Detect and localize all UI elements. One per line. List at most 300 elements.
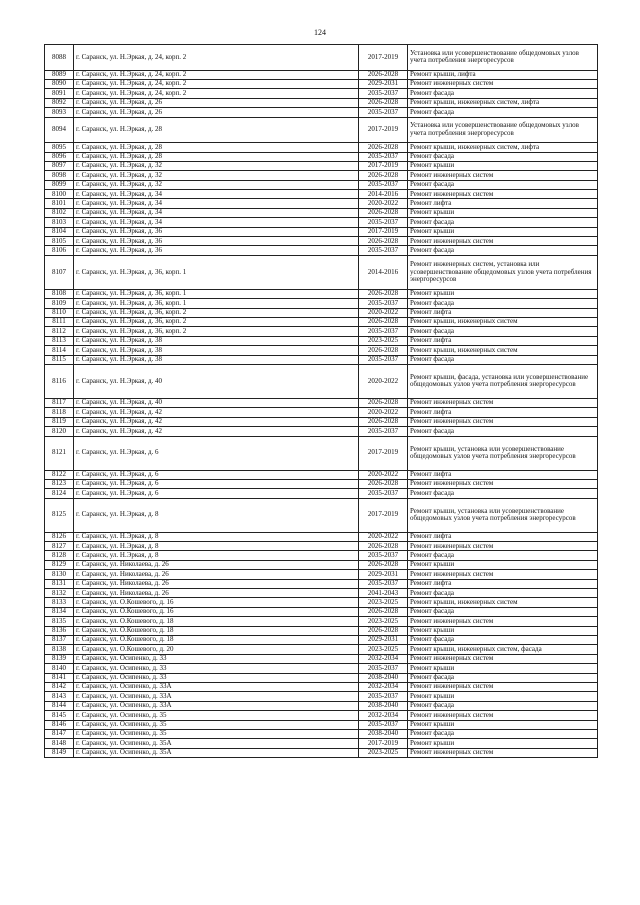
row-work-type: Ремонт фасада	[408, 551, 598, 560]
row-period: 2017-2019	[359, 436, 408, 470]
row-address: г. Саранск, ул. О.Кошевого, д. 18	[74, 635, 359, 644]
row-work-type: Ремонт крыши	[408, 692, 598, 701]
row-address: г. Саранск, ул. Н.Эркая, д. 36, корп. 2	[74, 318, 359, 327]
row-address: г. Саранск, ул. Н.Эркая, д. 32	[74, 171, 359, 180]
row-period: 2029-2031	[359, 79, 408, 88]
row-address: г. Саранск, ул. Н.Эркая, д. 42	[74, 417, 359, 426]
row-address: г. Саранск, ул. Осипенко, д. 33А	[74, 692, 359, 701]
row-period: 2032-2034	[359, 654, 408, 663]
row-work-type: Ремонт крыши	[408, 560, 598, 569]
table-row	[45, 289, 598, 298]
row-work-type: Ремонт фасада	[408, 299, 598, 308]
row-period: 2026-2028	[359, 318, 408, 327]
table-row	[45, 654, 598, 663]
row-address: г. Саранск, ул. Н.Эркая, д. 24, корп. 2	[74, 79, 359, 88]
row-period: 2035-2037	[359, 355, 408, 364]
row-address: г. Саранск, ул. Н.Эркая, д. 6	[74, 479, 359, 488]
row-period: 2032-2034	[359, 682, 408, 691]
table-row	[45, 227, 598, 236]
table-row	[45, 327, 598, 336]
row-address: г. Саранск, ул. Н.Эркая, д. 36, корп. 1	[74, 299, 359, 308]
row-address: г. Саранск, ул. Н.Эркая, д. 8	[74, 498, 359, 532]
row-work-type: Ремонт фасада	[408, 180, 598, 189]
row-period: 2017-2019	[359, 227, 408, 236]
table-row	[45, 417, 598, 426]
row-address: г. Саранск, ул. Н.Эркая, д. 38	[74, 346, 359, 355]
table-row	[45, 364, 598, 398]
row-number: 8115	[45, 355, 74, 364]
row-period: 2017-2019	[359, 117, 408, 143]
table-row	[45, 645, 598, 654]
row-period: 2026-2028	[359, 208, 408, 217]
row-address: г. Саранск, ул. Н.Эркая, д. 38	[74, 355, 359, 364]
row-work-type: Ремонт инженерных систем	[408, 542, 598, 551]
row-work-type: Ремонт инженерных систем	[408, 711, 598, 720]
table-row	[45, 570, 598, 579]
row-number: 8107	[45, 255, 74, 289]
row-work-type: Ремонт лифта	[408, 470, 598, 479]
row-number: 8129	[45, 560, 74, 569]
row-work-type: Ремонт крыши, инженерных систем, лифта	[408, 143, 598, 152]
row-period: 2026-2028	[359, 171, 408, 180]
row-work-type: Ремонт крыши	[408, 161, 598, 170]
row-number: 8120	[45, 427, 74, 436]
row-number: 8101	[45, 199, 74, 208]
row-period: 2035-2037	[359, 489, 408, 498]
row-address: г. Саранск, ул. Н.Эркая, д. 34	[74, 190, 359, 199]
row-address: г. Саранск, ул. Н.Эркая, д. 40	[74, 364, 359, 398]
table-row	[45, 673, 598, 682]
row-number: 8110	[45, 308, 74, 317]
row-period: 2020-2022	[359, 408, 408, 417]
row-period: 2026-2028	[359, 237, 408, 246]
table-row	[45, 579, 598, 588]
row-number: 8099	[45, 180, 74, 189]
row-period: 2026-2028	[359, 417, 408, 426]
row-work-type: Ремонт инженерных систем	[408, 398, 598, 407]
row-number: 8093	[45, 108, 74, 117]
row-number: 8148	[45, 739, 74, 748]
row-work-type: Ремонт лифта	[408, 336, 598, 345]
row-period: 2017-2019	[359, 739, 408, 748]
row-number: 8088	[45, 45, 74, 71]
row-address: г. Саранск, ул. Николаева, д. 26	[74, 570, 359, 579]
row-work-type: Ремонт фасада	[408, 729, 598, 738]
row-address: г. Саранск, ул. Н.Эркая, д. 8	[74, 532, 359, 541]
row-address: г. Саранск, ул. Н.Эркая, д. 28	[74, 143, 359, 152]
table-row	[45, 748, 598, 757]
row-address: г. Саранск, ул. Николаева, д. 26	[74, 560, 359, 569]
row-number: 8126	[45, 532, 74, 541]
row-number: 8136	[45, 626, 74, 635]
row-period: 2029-2031	[359, 635, 408, 644]
row-number: 8122	[45, 470, 74, 479]
row-period: 2038-2040	[359, 701, 408, 710]
row-work-type: Ремонт крыши	[408, 626, 598, 635]
table-row	[45, 701, 598, 710]
row-period: 2035-2037	[359, 299, 408, 308]
row-address: г. Саранск, ул. О.Кошевого, д. 18	[74, 617, 359, 626]
row-period: 2020-2022	[359, 470, 408, 479]
row-address: г. Саранск, ул. Н.Эркая, д. 36, корп. 2	[74, 327, 359, 336]
table-row	[45, 255, 598, 289]
row-period: 2020-2022	[359, 364, 408, 398]
row-number: 8138	[45, 645, 74, 654]
table-row	[45, 70, 598, 79]
row-address: г. Саранск, ул. Осипенко, д. 33А	[74, 682, 359, 691]
row-work-type: Ремонт инженерных систем	[408, 617, 598, 626]
row-address: г. Саранск, ул. Осипенко, д. 33А	[74, 701, 359, 710]
row-period: 2023-2025	[359, 748, 408, 757]
row-period: 2026-2028	[359, 560, 408, 569]
table-row	[45, 161, 598, 170]
row-address: г. Саранск, ул. Н.Эркая, д. 26	[74, 108, 359, 117]
row-period: 2026-2028	[359, 289, 408, 298]
row-number: 8143	[45, 692, 74, 701]
row-address: г. Саранск, ул. Н.Эркая, д. 42	[74, 408, 359, 417]
row-address: г. Саранск, ул. Осипенко, д. 33	[74, 664, 359, 673]
row-period: 2035-2037	[359, 692, 408, 701]
table-row	[45, 542, 598, 551]
row-number: 8090	[45, 79, 74, 88]
row-period: 2020-2022	[359, 532, 408, 541]
table-row	[45, 408, 598, 417]
table-row	[45, 470, 598, 479]
row-work-type: Ремонт крыши, лифта	[408, 70, 598, 79]
row-number: 8128	[45, 551, 74, 560]
row-number: 8119	[45, 417, 74, 426]
table-row	[45, 346, 598, 355]
row-work-type: Ремонт инженерных систем	[408, 190, 598, 199]
row-number: 8125	[45, 498, 74, 532]
row-address: г. Саранск, ул. Н.Эркая, д. 40	[74, 398, 359, 407]
row-address: г. Саранск, ул. Осипенко, д. 33	[74, 654, 359, 663]
table-row	[45, 218, 598, 227]
row-work-type: Ремонт фасада	[408, 246, 598, 255]
row-work-type: Ремонт лифта	[408, 532, 598, 541]
row-work-type: Ремонт фасада	[408, 89, 598, 98]
row-number: 8092	[45, 98, 74, 107]
row-period: 2035-2037	[359, 218, 408, 227]
table-row	[45, 626, 598, 635]
row-work-type: Ремонт лифта	[408, 579, 598, 588]
row-number: 8116	[45, 364, 74, 398]
table-row	[45, 89, 598, 98]
row-period: 2014-2016	[359, 190, 408, 199]
row-number: 8095	[45, 143, 74, 152]
row-number: 8103	[45, 218, 74, 227]
row-work-type: Ремонт фасада	[408, 589, 598, 598]
row-number: 8096	[45, 152, 74, 161]
row-address: г. Саранск, ул. О.Кошевого, д. 16	[74, 607, 359, 616]
table-row	[45, 664, 598, 673]
row-work-type: Ремонт крыши	[408, 720, 598, 729]
row-address: г. Саранск, ул. Н.Эркая, д. 24, корп. 2	[74, 70, 359, 79]
row-address: г. Саранск, ул. Н.Эркая, д. 38	[74, 336, 359, 345]
row-period: 2026-2028	[359, 607, 408, 616]
table-row	[45, 739, 598, 748]
row-number: 8146	[45, 720, 74, 729]
row-period: 2017-2019	[359, 161, 408, 170]
row-period: 2026-2028	[359, 626, 408, 635]
row-period: 2026-2028	[359, 70, 408, 79]
table-row	[45, 190, 598, 199]
table-row	[45, 589, 598, 598]
row-work-type: Ремонт крыши	[408, 208, 598, 217]
row-work-type: Ремонт крыши, инженерных систем	[408, 318, 598, 327]
table-row	[45, 143, 598, 152]
row-number: 8124	[45, 489, 74, 498]
row-number: 8139	[45, 654, 74, 663]
row-work-type: Ремонт инженерных систем	[408, 171, 598, 180]
row-address: г. Саранск, ул. Н.Эркая, д. 32	[74, 161, 359, 170]
row-number: 8104	[45, 227, 74, 236]
row-number: 8137	[45, 635, 74, 644]
row-work-type: Ремонт крыши, установка или усовершенствование общедомовых узлов учета потребления энергоресурсов	[408, 498, 598, 532]
row-address: г. Саранск, ул. Н.Эркая, д. 36	[74, 237, 359, 246]
row-work-type: Ремонт фасада	[408, 427, 598, 436]
row-address: г. Саранск, ул. О.Кошевого, д. 20	[74, 645, 359, 654]
row-address: г. Саранск, ул. Осипенко, д. 35	[74, 711, 359, 720]
row-work-type: Ремонт крыши, инженерных систем, фасада	[408, 645, 598, 654]
row-period: 2035-2037	[359, 579, 408, 588]
row-work-type: Установка или усовершенствование общедомовых узлов учета потребления энергоресурсов	[408, 117, 598, 143]
table-row	[45, 489, 598, 498]
row-number: 8111	[45, 318, 74, 327]
row-number: 8118	[45, 408, 74, 417]
row-work-type: Ремонт крыши, инженерных систем	[408, 346, 598, 355]
row-number: 8114	[45, 346, 74, 355]
table-row	[45, 532, 598, 541]
table-row	[45, 246, 598, 255]
row-number: 8135	[45, 617, 74, 626]
row-number: 8127	[45, 542, 74, 551]
row-work-type: Ремонт инженерных систем	[408, 79, 598, 88]
table-row	[45, 108, 598, 117]
row-work-type: Ремонт инженерных систем	[408, 417, 598, 426]
row-work-type: Ремонт инженерных систем	[408, 654, 598, 663]
row-address: г. Саранск, ул. Николаева, д. 26	[74, 589, 359, 598]
row-address: г. Саранск, ул. Н.Эркая, д. 6	[74, 436, 359, 470]
row-period: 2026-2028	[359, 479, 408, 488]
row-number: 8134	[45, 607, 74, 616]
row-work-type: Ремонт инженерных систем	[408, 479, 598, 488]
row-period: 2023-2025	[359, 617, 408, 626]
table-row	[45, 598, 598, 607]
row-number: 8108	[45, 289, 74, 298]
row-address: г. Саранск, ул. Н.Эркая, д. 28	[74, 117, 359, 143]
table-row	[45, 617, 598, 626]
row-address: г. Саранск, ул. Н.Эркая, д. 36, корп. 2	[74, 308, 359, 317]
row-work-type: Ремонт лифта	[408, 408, 598, 417]
row-address: г. Саранск, ул. Николаева, д. 26	[74, 579, 359, 588]
table-row	[45, 729, 598, 738]
page-number: 124	[314, 28, 326, 37]
row-work-type: Ремонт фасада	[408, 673, 598, 682]
row-address: г. Саранск, ул. Н.Эркая, д. 36, корп. 1	[74, 289, 359, 298]
row-period: 2020-2022	[359, 199, 408, 208]
row-work-type: Ремонт фасада	[408, 327, 598, 336]
row-work-type: Ремонт инженерных систем, установка или усовершенствование общедомовых узлов учета потребления энергоресурсов	[408, 255, 598, 289]
row-number: 8132	[45, 589, 74, 598]
row-period: 2035-2037	[359, 180, 408, 189]
table-row	[45, 560, 598, 569]
row-work-type: Ремонт фасада	[408, 218, 598, 227]
row-address: г. Саранск, ул. Н.Эркая, д. 36, корп. 1	[74, 255, 359, 289]
row-number: 8102	[45, 208, 74, 217]
table-row	[45, 355, 598, 364]
row-period: 2035-2037	[359, 327, 408, 336]
row-number: 8112	[45, 327, 74, 336]
row-number: 8149	[45, 748, 74, 757]
row-work-type: Ремонт инженерных систем	[408, 237, 598, 246]
row-work-type: Ремонт крыши	[408, 289, 598, 298]
row-period: 2014-2016	[359, 255, 408, 289]
row-address: г. Саранск, ул. Н.Эркая, д. 36	[74, 246, 359, 255]
row-number: 8094	[45, 117, 74, 143]
table-row	[45, 299, 598, 308]
row-address: г. Саранск, ул. Н.Эркая, д. 24, корп. 2	[74, 89, 359, 98]
row-address: г. Саранск, ул. Н.Эркая, д. 6	[74, 489, 359, 498]
row-period: 2026-2028	[359, 143, 408, 152]
row-period: 2029-2031	[359, 570, 408, 579]
table-row	[45, 635, 598, 644]
table-row	[45, 208, 598, 217]
row-number: 8109	[45, 299, 74, 308]
row-period: 2035-2037	[359, 89, 408, 98]
row-address: г. Саранск, ул. Н.Эркая, д. 24, корп. 2	[74, 45, 359, 71]
table-row	[45, 682, 598, 691]
row-period: 2026-2028	[359, 542, 408, 551]
row-work-type: Ремонт лифта	[408, 308, 598, 317]
table-row	[45, 318, 598, 327]
row-work-type: Ремонт крыши	[408, 664, 598, 673]
row-period: 2026-2028	[359, 98, 408, 107]
row-work-type: Ремонт фасада	[408, 355, 598, 364]
row-work-type: Ремонт лифта	[408, 199, 598, 208]
row-number: 8106	[45, 246, 74, 255]
row-address: г. Саранск, ул. Н.Эркая, д. 34	[74, 208, 359, 217]
row-address: г. Саранск, ул. Осипенко, д. 33	[74, 673, 359, 682]
row-address: г. Саранск, ул. О.Кошевого, д. 18	[74, 626, 359, 635]
table-row	[45, 237, 598, 246]
row-number: 8097	[45, 161, 74, 170]
row-period: 2035-2037	[359, 427, 408, 436]
row-work-type: Ремонт инженерных систем	[408, 682, 598, 691]
table-row	[45, 436, 598, 470]
row-number: 8117	[45, 398, 74, 407]
row-period: 2032-2034	[359, 711, 408, 720]
row-address: г. Саранск, ул. Осипенко, д. 35А	[74, 748, 359, 757]
row-period: 2026-2028	[359, 398, 408, 407]
row-number: 8121	[45, 436, 74, 470]
row-address: г. Саранск, ул. Н.Эркая, д. 32	[74, 180, 359, 189]
row-period: 2035-2037	[359, 152, 408, 161]
row-work-type: Ремонт фасада	[408, 108, 598, 117]
row-period: 2041-2043	[359, 589, 408, 598]
row-address: г. Саранск, ул. Н.Эркая, д. 36	[74, 227, 359, 236]
row-number: 8145	[45, 711, 74, 720]
row-number: 8123	[45, 479, 74, 488]
table-body	[45, 45, 598, 758]
table-row	[45, 398, 598, 407]
row-period: 2038-2040	[359, 729, 408, 738]
row-period: 2035-2037	[359, 664, 408, 673]
row-period: 2035-2037	[359, 720, 408, 729]
table-row	[45, 692, 598, 701]
row-address: г. Саранск, ул. Осипенко, д. 35	[74, 729, 359, 738]
row-period: 2020-2022	[359, 308, 408, 317]
row-address: г. Саранск, ул. Н.Эркая, д. 42	[74, 427, 359, 436]
row-number: 8091	[45, 89, 74, 98]
table-row	[45, 720, 598, 729]
row-number: 8140	[45, 664, 74, 673]
row-address: г. Саранск, ул. Н.Эркая, д. 8	[74, 542, 359, 551]
row-period: 2035-2037	[359, 551, 408, 560]
row-number: 8142	[45, 682, 74, 691]
table-row	[45, 45, 598, 71]
row-address: г. Саранск, ул. Осипенко, д. 35	[74, 720, 359, 729]
row-work-type: Ремонт фасада	[408, 701, 598, 710]
row-number: 8144	[45, 701, 74, 710]
row-number: 8098	[45, 171, 74, 180]
row-period: 2035-2037	[359, 246, 408, 255]
row-period: 2017-2019	[359, 498, 408, 532]
row-work-type: Ремонт фасада	[408, 607, 598, 616]
row-period: 2017-2019	[359, 45, 408, 71]
row-address: г. Саранск, ул. Н.Эркая, д. 26	[74, 98, 359, 107]
table-row	[45, 199, 598, 208]
row-work-type: Ремонт крыши, инженерных систем, лифта	[408, 98, 598, 107]
table-row	[45, 479, 598, 488]
row-work-type: Установка или усовершенствование общедомовых узлов учета потребления энергоресурсов	[408, 45, 598, 71]
table-row	[45, 152, 598, 161]
row-work-type: Ремонт фасада	[408, 152, 598, 161]
row-address: г. Саранск, ул. Н.Эркая, д. 6	[74, 470, 359, 479]
row-work-type: Ремонт инженерных систем	[408, 570, 598, 579]
row-work-type: Ремонт фасада	[408, 635, 598, 644]
row-period: 2038-2040	[359, 673, 408, 682]
row-number: 8100	[45, 190, 74, 199]
row-number: 8131	[45, 579, 74, 588]
row-number: 8105	[45, 237, 74, 246]
row-work-type: Ремонт крыши	[408, 739, 598, 748]
table-row	[45, 336, 598, 345]
row-number: 8133	[45, 598, 74, 607]
table-row	[45, 498, 598, 532]
row-number: 8113	[45, 336, 74, 345]
row-period: 2023-2025	[359, 598, 408, 607]
table-row	[45, 180, 598, 189]
table-row	[45, 427, 598, 436]
row-work-type: Ремонт фасада	[408, 489, 598, 498]
row-work-type: Ремонт крыши, установка или усовершенствование общедомовых узлов учета потребления энергоресурсов	[408, 436, 598, 470]
table-row	[45, 171, 598, 180]
table-row	[45, 308, 598, 317]
row-number: 8141	[45, 673, 74, 682]
row-address: г. Саранск, ул. О.Кошевого, д. 16	[74, 598, 359, 607]
row-period: 2023-2025	[359, 645, 408, 654]
row-period: 2026-2028	[359, 346, 408, 355]
table-row	[45, 711, 598, 720]
row-address: г. Саранск, ул. Н.Эркая, д. 34	[74, 199, 359, 208]
row-number: 8147	[45, 729, 74, 738]
row-work-type: Ремонт инженерных систем	[408, 748, 598, 757]
table-row	[45, 79, 598, 88]
row-address: г. Саранск, ул. Н.Эркая, д. 28	[74, 152, 359, 161]
row-period: 2035-2037	[359, 108, 408, 117]
table-row	[45, 98, 598, 107]
